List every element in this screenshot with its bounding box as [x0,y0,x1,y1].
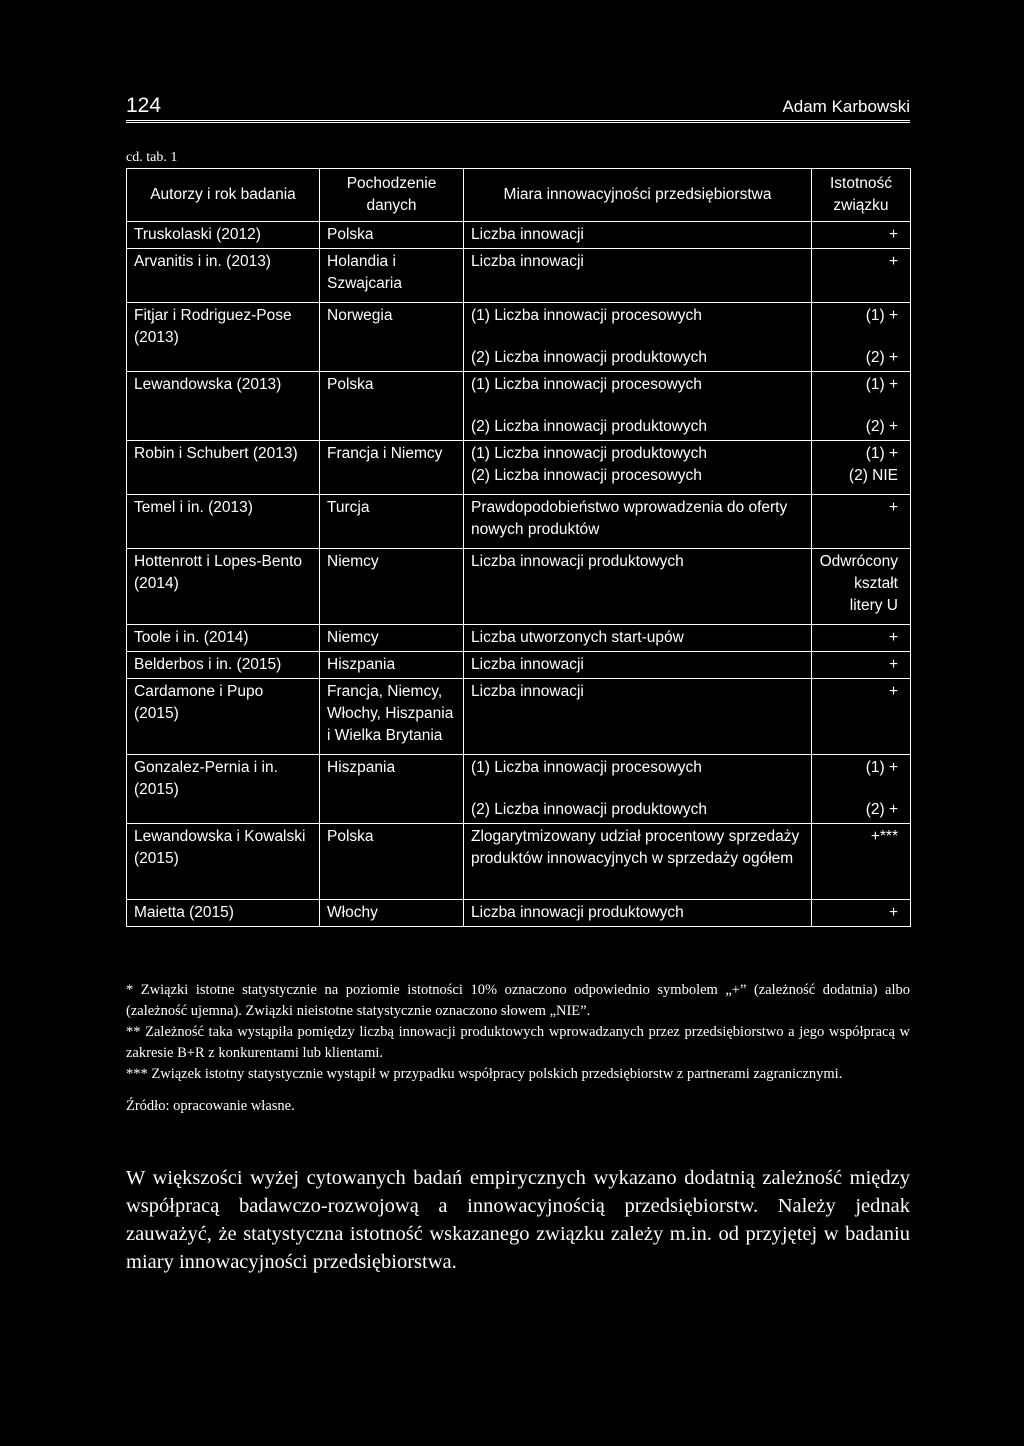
sig-line: (2) + [865,418,898,435]
table-row [127,372,911,441]
header-origin: Pochodzenie danych [320,169,464,222]
header-significance: Istotność związku [812,169,911,222]
table-row [127,652,911,679]
cell-measure [464,303,812,372]
cell-author: Truskolaski (2012) [127,222,320,249]
cell-measure: Liczba innowacji produktowych [464,900,812,927]
cell-author: Arvanitis i in. (2013) [127,249,320,303]
footnote-triple-star: *** Związek istotny statystycznie wystąpił w przypadku współpracy polskich przedsiębiorstw z partnerami zagranicznymi. [126,1066,843,1082]
measure-line: (1) Liczba innowacji procesowych [471,759,702,776]
footnote-significance: * Związki istotne statystycznie na poziomie istotności 10% oznaczono odpowiednio symbolem „+” (zależność dodatnia) albo (zależność ujemna). Związki nieistotne statystycznie oznaczono słowem „NIE”. [126,982,910,1019]
cell-significance: + [812,679,911,755]
footnote-double-star: ** Zależność taka wystąpiła pomiędzy liczbą innowacji produktowych wprowadzanych przez przedsiębiorstwo a jego współpracą w zakresie B+R z konkurentami lub klientami. [126,1024,910,1061]
cell-origin: Hiszpania [320,755,464,824]
cell-origin: Holandia i Szwajcaria [320,249,464,303]
running-author: Adam Karbowski [782,97,910,116]
header-rule [126,120,910,123]
paragraph-text: W większości wyżej cytowanych badań empirycznych wykazano dodatnią zależność między współpracą badawczo-rozwojową a innowacyjnością przedsiębiorstw. Należy jednak zauważyć, że statystyczna istotność wskazanego związku zależy m.in. od przyjętej w badaniu miary innowacyjności przedsiębiorstwa. [126,1167,910,1273]
cell-origin: Francja i Niemcy [320,441,464,495]
cell-origin: Polska [320,222,464,249]
page-number: 124 [126,94,162,117]
cell-measure: Liczba innowacji produktowych [464,549,812,625]
table-row [127,755,911,824]
table-row [127,222,911,249]
cell-measure: Liczba innowacji [464,679,812,755]
cell-significance: + [812,222,911,249]
cell-author: Lewandowska i Kowalski (2015) [127,824,320,900]
sig-line: (1) + [865,445,898,462]
cell-author: Fitjar i Rodriguez-Pose (2013) [127,303,320,372]
cell-measure [464,372,812,441]
cell-author: Lewandowska (2013) [127,372,320,441]
measure-line: (1) Liczba innowacji produktowych [471,445,708,462]
cell-author: Gonzalez-Pernia i in. (2015) [127,755,320,824]
cell-measure: Liczba utworzonych start-upów [464,625,812,652]
table-row [127,495,911,549]
sig-line: (1) + [865,307,898,324]
cell-origin: Niemcy [320,625,464,652]
measure-line: (2) Liczba innowacji produktowych [471,801,708,818]
cell-author: Hottenrott i Lopes-Bento (2014) [127,549,320,625]
measure-line: (2) Liczba innowacji procesowych [471,467,702,484]
cell-origin: Polska [320,824,464,900]
table-row [127,549,911,625]
cell-origin: Norwegia [320,303,464,372]
sig-line: (2) + [865,349,898,366]
measure-line: (1) Liczba innowacji procesowych [471,376,702,393]
table-source: Źródło: opracowanie własne. [126,1098,295,1114]
cell-author: Robin i Schubert (2013) [127,441,320,495]
body-paragraph [126,1164,910,1276]
cell-significance [812,372,911,441]
cell-significance [812,441,911,495]
cell-significance: + [812,625,911,652]
cell-measure: Liczba innowacji [464,652,812,679]
cell-author: Toole i in. (2014) [127,625,320,652]
cell-author: Temel i in. (2013) [127,495,320,549]
measure-line: (2) Liczba innowacji produktowych [471,418,708,435]
table-header-row [127,169,911,222]
cell-origin: Francja, Niemcy, Włochy, Hiszpania i Wielka Brytania [320,679,464,755]
sig-line: (2) + [865,801,898,818]
cell-measure: Liczba innowacji [464,249,812,303]
cell-significance: + [812,900,911,927]
cell-author: Maietta (2015) [127,900,320,927]
header-authors: Autorzy i rok badania [127,169,320,222]
header-measure: Miara innowacyjności przedsiębiorstwa [464,169,812,222]
cell-significance: + [812,495,911,549]
table-row [127,249,911,303]
cell-significance: +*** [812,824,911,900]
table-row [127,625,911,652]
cell-measure: Prawdopodobieństwo wprowadzenia do oferty nowych produktów [464,495,812,549]
cell-origin: Hiszpania [320,652,464,679]
cell-significance [812,755,911,824]
cell-origin: Włochy [320,900,464,927]
cell-significance: + [812,249,911,303]
measure-line: (2) Liczba innowacji produktowych [471,349,708,366]
cell-measure: Zlogarytmizowany udział procentowy sprzedaży produktów innowacyjnych w sprzedaży ogółem [464,824,812,900]
cell-measure [464,441,812,495]
table-row [127,679,911,755]
table-caption: cd. tab. 1 [126,150,178,165]
table-row [127,900,911,927]
cell-author: Belderbos i in. (2015) [127,652,320,679]
table-row [127,441,911,495]
studies-table [126,168,911,927]
cell-origin: Niemcy [320,549,464,625]
table-row [127,824,911,900]
sig-line: (1) + [865,376,898,393]
cell-significance [812,303,911,372]
table-row [127,303,911,372]
sig-line: (1) + [865,759,898,776]
cell-significance: Odwrócony kształt litery U [812,549,911,625]
cell-measure [464,755,812,824]
table-footnotes [126,980,910,1117]
sig-line: (2) NIE [848,467,898,484]
cell-origin: Turcja [320,495,464,549]
cell-measure: Liczba innowacji [464,222,812,249]
cell-origin: Polska [320,372,464,441]
cell-author: Cardamone i Pupo (2015) [127,679,320,755]
measure-line: (1) Liczba innowacji procesowych [471,307,702,324]
cell-significance: + [812,652,911,679]
